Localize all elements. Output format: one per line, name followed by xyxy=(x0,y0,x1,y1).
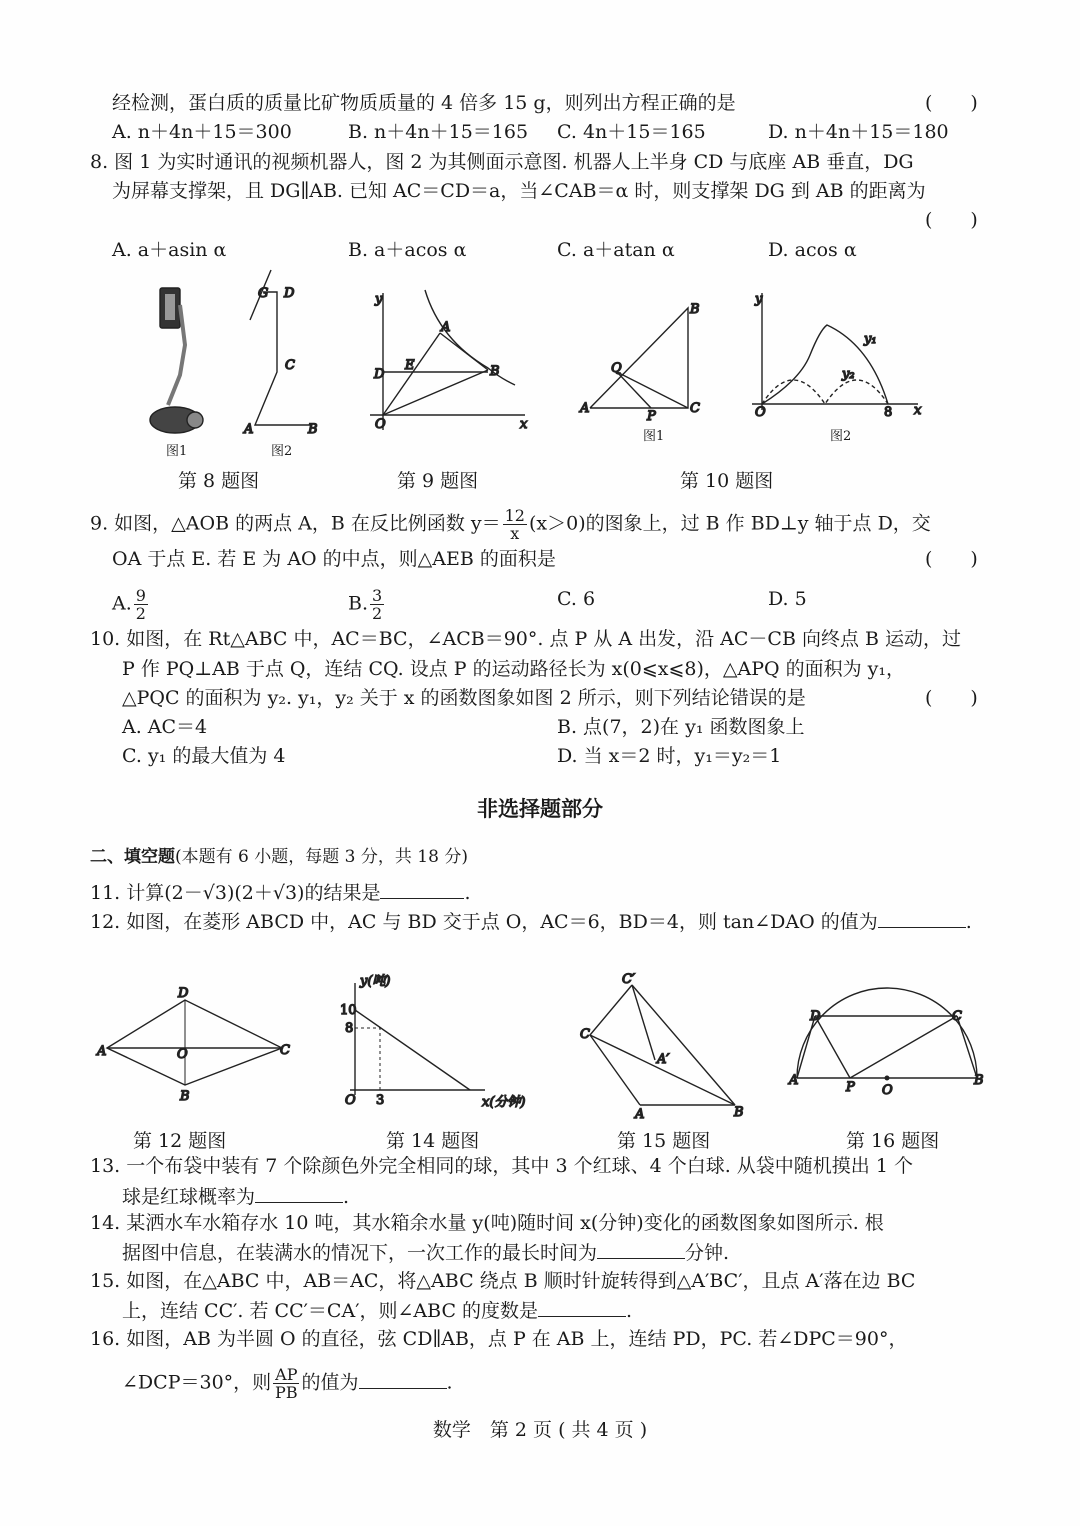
label-c: C xyxy=(280,1043,290,1058)
label-d: D xyxy=(374,367,385,382)
q9-text-a: 9. 如图，△AOB 的两点 A，B 在反比例函数 y＝ xyxy=(90,512,501,535)
fig16-diagram xyxy=(788,988,984,1098)
label-c-prime: C′ xyxy=(622,972,635,987)
q13-end: . xyxy=(343,1186,350,1208)
q15-end: . xyxy=(626,1300,633,1322)
q9-answer-paren: ( ) xyxy=(925,548,978,570)
fig8-sub1-caption: 图1 xyxy=(166,444,188,459)
q14-end: 分钟. xyxy=(685,1242,730,1264)
q16-end: . xyxy=(446,1371,453,1394)
q7-answer-paren: ( ) xyxy=(925,92,978,114)
part2-note: (本题有 6 小题，每题 3 分，共 18 分) xyxy=(175,847,468,867)
fig9-caption: 第 9 题图 xyxy=(397,470,479,492)
frac-num: 9 xyxy=(135,586,146,605)
fig9-diagram xyxy=(370,290,528,432)
q7-option-c: C. 4n＋15＝165 xyxy=(557,121,706,143)
fig10-caption: 第 10 题图 xyxy=(680,470,774,492)
label-q: Q xyxy=(611,361,622,376)
q14-text-line1: 14. 某洒水车水箱存水 10 吨，其水箱余水量 y(吨)随时间 x(分钟)变化的函数图象如图所示. 根 xyxy=(90,1212,884,1234)
frac-num: 3 xyxy=(372,586,383,605)
q10-option-d: D. 当 x＝2 时，y₁＝y₂＝1 xyxy=(557,745,782,767)
q8-option-c: C. a＋atan α xyxy=(557,239,675,261)
label-o: O xyxy=(375,417,386,432)
q8-option-b: B. a＋acos α xyxy=(348,239,467,261)
q10-answer-paren: ( ) xyxy=(925,687,978,709)
label-g: G xyxy=(258,286,269,301)
q11-text: 11. 计算(2－√3)(2＋√3)的结果是 xyxy=(90,882,381,904)
q7-text: 经检测，蛋白质的质量比矿物质质量的 4 倍多 15 g，则列出方程正确的是 xyxy=(112,92,736,114)
label-p: P xyxy=(846,1080,855,1095)
label-x: x xyxy=(520,417,528,432)
label-a: A xyxy=(635,1107,645,1122)
q7-option-b: B. n＋4n＋15＝165 xyxy=(348,121,529,143)
label-x-minute: x(分钟) xyxy=(482,1095,526,1110)
label-o: O xyxy=(882,1083,893,1098)
q9-text-b: (x＞0)的图象上，过 B 作 BD⊥y 轴于点 D，交 xyxy=(528,512,931,535)
q8-answer-paren: ( ) xyxy=(925,209,978,231)
q10-option-b: B. 点(7，2)在 y₁ 函数图象上 xyxy=(557,716,805,738)
q16-frac-num: AP xyxy=(275,1365,298,1384)
fig10-triangle xyxy=(579,302,700,424)
label-x: x xyxy=(914,403,922,418)
q10-option-c: C. y₁ 的最大值为 4 xyxy=(122,745,286,767)
fig10-sub2-caption: 图2 xyxy=(830,429,852,444)
label-10: 10 xyxy=(340,1003,357,1018)
q10-option-a: A. AC＝4 xyxy=(122,716,208,738)
fig16-caption: 第 16 题图 xyxy=(846,1130,940,1152)
q14-text-line2: 据图中信息，在装满水的情况下，一次工作的最长时间为 xyxy=(122,1242,598,1264)
label-d: D xyxy=(284,286,295,301)
q9-frac-num: 12 xyxy=(504,506,525,525)
q16-text-b: 的值为 xyxy=(301,1371,359,1394)
label-b: B xyxy=(690,302,700,317)
q11-end: . xyxy=(464,882,471,904)
q9-text-line2: OA 于点 E. 若 E 为 AO 的中点，则△AEB 的面积是 xyxy=(112,548,556,570)
label-a: A xyxy=(580,401,590,416)
page-footer: 数学 第 2 页 ( 共 4 页 ) xyxy=(432,1419,648,1441)
fig12-caption: 第 12 题图 xyxy=(133,1130,227,1152)
label-y: y xyxy=(375,292,383,307)
q16-text-a: ∠DCP＝30°，则 xyxy=(122,1371,272,1394)
label-o: O xyxy=(177,1047,188,1062)
q12-text: 12. 如图，在菱形 ABCD 中，AC 与 BD 交于点 O，AC＝6，BD＝4，则 tan∠DAO 的值为 xyxy=(90,911,878,933)
q15-text-line2: 上，连结 CC′. 若 CC′＝CA′，则∠ABC 的度数是 xyxy=(122,1300,539,1322)
q8-option-d: D. acos α xyxy=(768,239,857,261)
label-c: C xyxy=(952,1009,962,1024)
label-d: D xyxy=(810,1009,821,1024)
label-a: A xyxy=(441,320,451,335)
label-y2: y₂ xyxy=(842,367,855,382)
label-8: 8 xyxy=(345,1021,354,1036)
fig12-rhombus xyxy=(96,986,290,1104)
q9-option-a-label: A. xyxy=(112,592,132,615)
fig14-graph xyxy=(340,974,525,1110)
label-y: y xyxy=(755,292,763,307)
q15-text-line1: 15. 如图，在△ABC 中，AB＝AC，将△ABC 绕点 B 顺时针旋转得到△A′BC′，且点 A′落在边 BC xyxy=(90,1270,916,1292)
fig8-sub2-caption: 图2 xyxy=(271,444,293,459)
label-a: A xyxy=(789,1073,799,1088)
label-o: O xyxy=(345,1093,356,1108)
q8-text-line2: 为屏幕支撑架，且 DG∥AB. 已知 AC＝CD＝a，当∠CAB＝α 时，则支撑架 DG 到 AB 的距离为 xyxy=(112,180,926,202)
section-title: 非选择题部分 xyxy=(477,797,603,821)
fig10-graph xyxy=(752,292,922,420)
fig8-diagram xyxy=(243,270,318,437)
fig15-caption: 第 15 题图 xyxy=(617,1130,711,1152)
fig14-caption: 第 14 题图 xyxy=(386,1130,480,1152)
q9-option-d: D. 5 xyxy=(768,588,807,610)
frac-den: 2 xyxy=(372,604,383,623)
frac-den: 2 xyxy=(135,604,146,623)
label-a-prime: A′ xyxy=(657,1052,670,1067)
label-b: B xyxy=(490,364,500,379)
label-e: E xyxy=(405,358,415,373)
fig15-diagram xyxy=(580,972,744,1122)
q16-text-line1: 16. 如图，AB 为半圆 O 的直径，弦 CD∥AB，点 P 在 AB 上，连结 PD，PC. 若∠DPC＝90°， xyxy=(90,1328,908,1350)
fig8-caption: 第 8 题图 xyxy=(178,470,260,492)
label-d: D xyxy=(178,986,189,1001)
label-c: C xyxy=(285,358,295,373)
q8-option-a: A. a＋asin α xyxy=(112,239,227,261)
q13-text-line1: 13. 一个布袋中装有 7 个除颜色外完全相同的球，其中 3 个红球、4 个白球. 从袋中随机摸出 1 个 xyxy=(90,1155,913,1177)
fig10-sub1-caption: 图1 xyxy=(643,429,665,444)
label-c: C xyxy=(690,401,700,416)
label-b: B xyxy=(974,1073,984,1088)
label-8: 8 xyxy=(884,405,893,420)
label-a: A xyxy=(244,422,254,437)
q16-frac-den: PB xyxy=(275,1383,298,1402)
q8-text-line1: 8. 图 1 为实时通讯的视频机器人，图 2 为其侧面示意图. 机器人上半身 CD 与底座 AB 垂直，DG xyxy=(90,151,914,173)
label-b: B xyxy=(308,422,318,437)
q10-text-line3: △PQC 的面积为 y₂. y₁，y₂ 关于 x 的函数图象如图 2 所示，则下列结论错误的是 xyxy=(122,687,806,709)
label-y-ton: y(吨) xyxy=(360,974,391,989)
q7-option-a: A. n＋4n＋15＝300 xyxy=(112,121,292,143)
robot-photo xyxy=(150,288,203,433)
y2-curve xyxy=(762,380,888,404)
label-o: O xyxy=(755,405,766,420)
label-b: B xyxy=(734,1105,744,1120)
q10-text-line2: P 作 PQ⊥AB 于点 Q，连结 CQ. 设点 P 的运动路径长为 x(0⩽x⩽8)，△APQ 的面积为 y₁， xyxy=(122,658,906,680)
q7-option-d: D. n＋4n＋15＝180 xyxy=(768,121,949,143)
q10-text-line1: 10. 如图，在 Rt△ABC 中，AC＝BC，∠ACB＝90°. 点 P 从 A 出发，沿 AC－CB 向终点 B 运动，过 xyxy=(90,628,962,650)
q9-option-c: C. 6 xyxy=(557,588,596,610)
label-c: C xyxy=(580,1027,590,1042)
q9-frac-den: x xyxy=(510,524,520,543)
label-p: P xyxy=(647,409,656,424)
label-a: A xyxy=(97,1044,107,1059)
label-b: B xyxy=(180,1089,190,1104)
part2-heading-label: 二、填空题 xyxy=(90,847,175,867)
label-y1: y₁ xyxy=(864,332,877,347)
label-3: 3 xyxy=(376,1093,385,1108)
q12-end: . xyxy=(965,911,972,933)
q9-option-b-label: B. xyxy=(348,592,369,615)
q13-text-line2: 球是红球概率为 xyxy=(122,1186,256,1208)
